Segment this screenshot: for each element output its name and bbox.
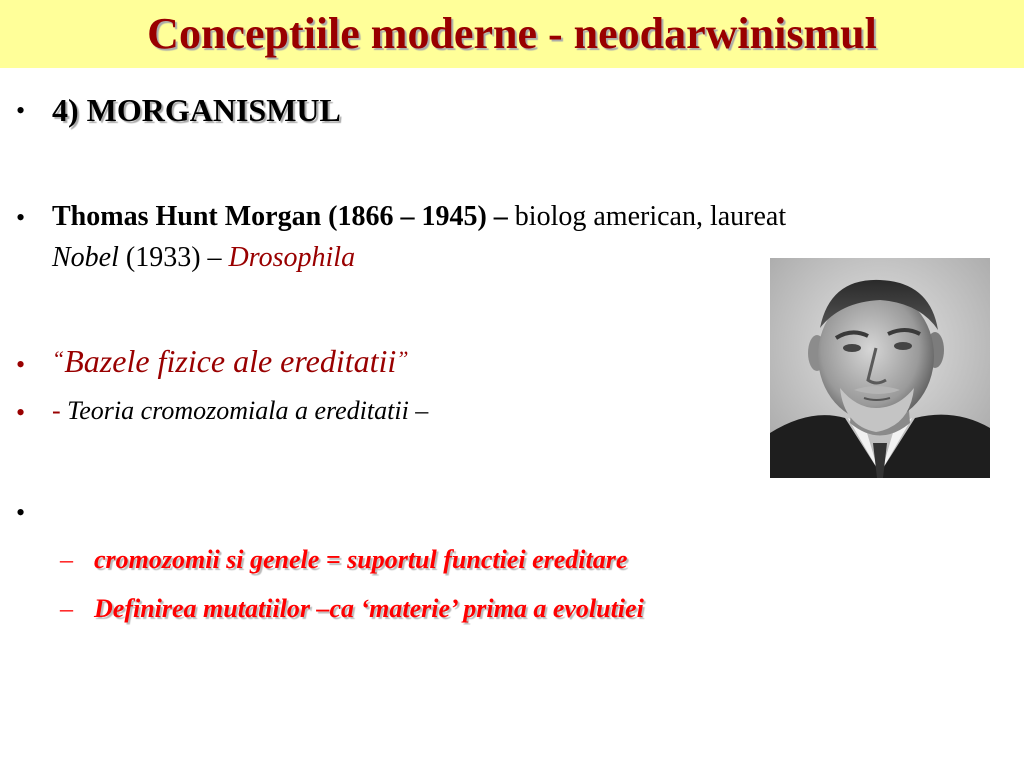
bullet-4-marker: • xyxy=(16,398,26,427)
nobel-word: Nobel xyxy=(52,242,119,273)
subitem-1-text: cromozomii si genele = suportul functiei ereditare xyxy=(94,545,628,574)
subitem-1-dash: – xyxy=(60,545,73,574)
morgan-portrait xyxy=(770,258,990,478)
bullet-3-text xyxy=(52,343,409,380)
bullet-1-marker: • xyxy=(16,96,26,125)
bullet-3-marker: • xyxy=(16,350,26,379)
morgan-description: biolog american, laureat xyxy=(514,201,787,232)
slide-title: Conceptiile moderne - neodarwinismul xyxy=(147,9,877,58)
close-quote: ” xyxy=(396,346,409,371)
nobel-year: (1933) – xyxy=(125,242,222,273)
drosophila-word: Drosophila xyxy=(228,242,356,273)
bullet-2-marker: • xyxy=(16,203,26,232)
bullet-1-text: 4) MORGANISMUL xyxy=(52,92,341,128)
subitem-2-text: Definirea mutatiilor –ca ‘materie’ prima a evolutiei xyxy=(94,594,644,623)
bullet-4-text xyxy=(52,396,428,426)
bullet-5-marker: • xyxy=(16,498,26,527)
teoria-text: Teoria cromozomiala a ereditatii – xyxy=(67,396,429,425)
open-quote: “ xyxy=(52,346,65,371)
morgan-name: Thomas Hunt Morgan (1866 – 1945) – xyxy=(52,201,508,232)
bullet-2-line-1 xyxy=(52,201,786,233)
title-bar xyxy=(0,0,1024,68)
portrait-illustration xyxy=(770,258,990,478)
bullet-2-line-2 xyxy=(52,242,355,274)
bazele-text: Bazele fizice ale ereditatii xyxy=(64,343,397,379)
subitem-2-dash: – xyxy=(60,594,73,623)
bullet-4-dash: - xyxy=(52,396,61,425)
